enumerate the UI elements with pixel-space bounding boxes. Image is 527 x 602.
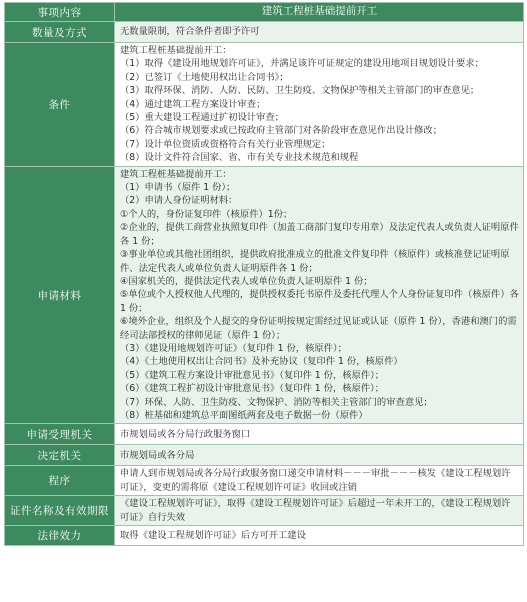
materials-line: （1）申请书（原件 1 份）； [120, 182, 236, 194]
decision-label: 决定机关 [5, 445, 115, 466]
quantity-label: 数量及方式 [5, 22, 115, 43]
conditions-line: （5）重大建设工程通过扩初设计审查； [120, 112, 284, 124]
materials-line: （3）《建设用地规划许可证》（复印件 1 份，核原件）； [120, 342, 347, 354]
materials-line: ③事业单位或其他社团组织，提供政府批准成立的批准文件复印件（核原件）或核准登记证明原件、法定代表人或单位负责人证明原件各 1 份； [120, 249, 510, 274]
legal-label: 法律效力 [5, 526, 115, 546]
quantity-value: 无数量限制，符合条件者即予许可 [115, 22, 524, 43]
conditions-label: 条件 [5, 43, 115, 167]
materials-line: （8）桩基础和建筑总平面图纸两套及电子数据一份（原件） [120, 409, 368, 421]
row-legal [5, 526, 524, 546]
header-item-label: 事项内容 [5, 3, 115, 22]
conditions-line: 建筑工程桩基础提前开工： [120, 45, 232, 56]
row-procedure [5, 466, 524, 496]
conditions-line: （6）符合城市规划要求或已按政府主管部门对各阶段审查意见作出设计修改； [120, 125, 443, 137]
conditions-line: （4）通过建筑工程方案设计审查； [120, 98, 266, 110]
materials-label: 申请材料 [5, 166, 115, 424]
materials-line: ⑥境外企业，组织及个人提交的身份证明按规定需经过见证或认证（原件 1 份），香港和澳门的需经司法部授权的律师见证（原件 1 份）； [120, 316, 517, 341]
header-item-value: 建筑工程桩基础提前开工 [115, 3, 524, 22]
acceptance-value: 市规划局或各分局行政服务窗口 [115, 424, 524, 445]
permit-table-sheet [4, 2, 523, 546]
certificate-label: 证件名称及有效期限 [5, 496, 115, 526]
materials-line: （4）《土地使用权出让合同书》及补充协议（复印件 1 份，核原件） [120, 356, 403, 368]
conditions-line: （3）取得环保、消防、人防、民防、卫生防疫、文物保护等相关主管部门的审查意见； [120, 85, 480, 97]
materials-line: 建筑工程桩基础提前开工： [120, 168, 232, 180]
legal-value: 取得《建设工程规划许可证》后方可开工建设 [115, 526, 524, 546]
materials-line: （6）《建筑工程扩初设计审批意见书》（复印件 1 份，核原件）； [120, 383, 385, 395]
conditions-value [115, 43, 524, 167]
materials-line: （2）申请人身份证明材料： [120, 195, 238, 207]
materials-line: ①个人的，身份证复印件（核原件）1份； [120, 208, 293, 220]
procedure-value: 申请人到市规划局或各分局行政服务窗口递交申请材料－－－审批－－－核发《建设工程规划许可证》，变更的需将原《建设工程规划许可证》收回或注销 [115, 466, 524, 496]
materials-line: （5）《建筑工程方案设计审批意见书》（复印件 1 份，核原件）； [120, 369, 385, 381]
row-conditions [5, 43, 524, 167]
conditions-line: （2）已签订《土地使用权出让合同书》； [120, 71, 289, 83]
conditions-line: （7）设计单位资质或资格符合有关行业管理规定； [120, 138, 331, 150]
permit-table [4, 2, 524, 546]
conditions-line: （1）取得《建设用地规划许可证》，并满足该许可证规定的建设用地项目规划设计要求； [120, 58, 484, 70]
materials-line: ④国家机关的，提供法定代表人或单位负责人证明原件 1 份； [120, 275, 373, 287]
row-certificate [5, 496, 524, 526]
row-materials [5, 166, 524, 424]
row-decision [5, 445, 524, 466]
materials-line: ⑤单位或个人授权他人代理的，提供授权委托书原件及委托代理人个人身份证复印件（核原件）各 1 份； [120, 289, 519, 314]
row-quantity [5, 22, 524, 43]
row-header [5, 3, 524, 22]
conditions-line: （8）设计文件符合国家、省、市有关专业技术规范和规程 [120, 152, 359, 164]
materials-line: ②企业的，提供工商营业执照复印件（加盖工商部门复印专用章）及法定代表人或负责人证明原件各 1 份； [120, 222, 519, 247]
procedure-label: 程序 [5, 466, 115, 496]
certificate-value: 《建设工程规划许可证》，取得《建设工程规划许可证》后超过一年未开工的，《建设工程规划许可证》自行失效 [115, 496, 524, 526]
decision-value: 市规划局或各分局 [115, 445, 524, 466]
acceptance-label: 申请受理机关 [5, 424, 115, 445]
row-acceptance [5, 424, 524, 445]
materials-line: （7）环保、人防、卫生防疫、文物保护、消防等相关主管部门的审查意见； [120, 396, 433, 408]
materials-value [115, 166, 524, 424]
